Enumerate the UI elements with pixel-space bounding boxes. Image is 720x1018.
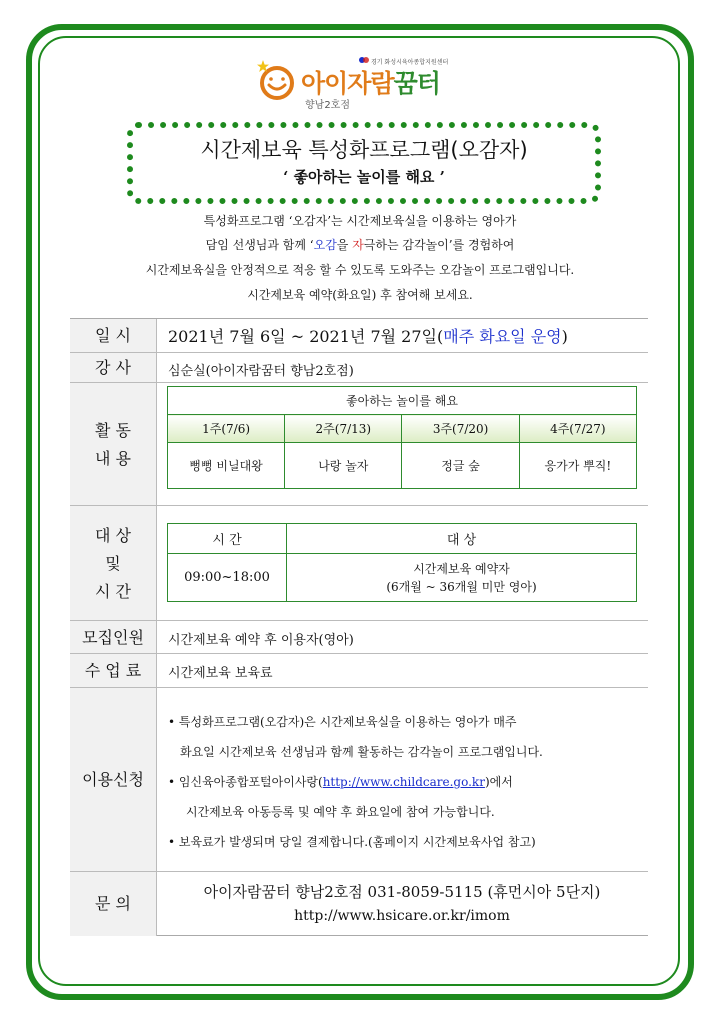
time-value: 09:00~18:00 <box>168 554 287 602</box>
center-logo-icon <box>359 56 369 64</box>
activity-row <box>70 382 648 506</box>
activity-title: 좋아하는 놀이를 해요 <box>168 387 637 415</box>
activity-label-line2: 내 용 <box>95 448 131 468</box>
intro-text: 극하는 감각놀이’를 경험하여 <box>363 238 515 252</box>
center-name: 경기 화성시육아종합지원센터 <box>371 59 449 66</box>
intro-line-4: 시간제보육 예약(화요일) 후 참여해 보세요. <box>247 288 473 302</box>
target-value-line1: 시간제보육 예약자 <box>413 561 510 576</box>
fee-label: 수 업 료 <box>70 654 157 688</box>
apply-label: 이용신청 <box>70 688 157 872</box>
activity-name: 뻥뻥 비닐대왕 <box>168 443 285 489</box>
apply-bullet-1: • 특성화프로그램(오감자)은 시간제보육실을 이용하는 영아가 매주 <box>168 715 517 729</box>
week-label: 3주(7/20) <box>402 415 519 443</box>
recruit-row <box>70 620 648 654</box>
contact-url[interactable]: http://www.hsicare.or.kr/imom <box>294 908 510 924</box>
week-label: 4주(7/27) <box>519 415 636 443</box>
intro-line-1: 특성화프로그램 ‘오감자’는 시간제보육실을 이용하는 영아가 <box>203 214 517 228</box>
apply-bullet-2-cont: 시간제보육 아동등록 및 예약 후 화요일에 참여 가능합니다. <box>186 805 495 819</box>
intro-highlight: 오감 <box>313 238 337 252</box>
schedule-close: ) <box>561 327 568 346</box>
schedule-label: 일 시 <box>70 319 157 352</box>
apply-row <box>70 687 648 872</box>
recruit-value: 시간제보육 예약 후 이용자(영아) <box>168 633 354 648</box>
schedule-dates: 2021년 7월 6일 ~ 2021년 7월 27일( <box>168 327 444 346</box>
schedule-note: 매주 화요일 운영 <box>443 327 562 346</box>
activity-name: 응가가 뿌직! <box>519 443 636 489</box>
brand-name-part1: 아이자람 <box>301 69 394 98</box>
target-label-line3: 시 간 <box>95 581 131 601</box>
fee-row <box>70 653 648 688</box>
week-label: 1주(7/6) <box>168 415 285 443</box>
activity-label-line1: 활 동 <box>95 420 131 440</box>
intro-line-3: 시간제보육실을 안정적으로 적응 할 수 있도록 도와주는 오감놀이 프로그램입니다. <box>145 263 575 277</box>
instructor-value: 심순실(아이자람꿈터 향남2호점) <box>168 364 354 379</box>
instructor-label: 강 사 <box>70 353 157 383</box>
target-value-line2: (6개월 ~ 36개월 미만 영아) <box>386 579 537 594</box>
fee-value: 시간제보육 보육료 <box>168 666 273 681</box>
apply-bullet-2-text: )에서 <box>484 775 513 789</box>
time-header: 시 간 <box>168 524 287 554</box>
info-table <box>70 318 648 936</box>
contact-phone: 아이자람꿈터 향남2호점 031-8059-5115 (휴먼시아 5단지) <box>203 883 601 901</box>
brand-name-part2: 꿈터 <box>393 69 440 98</box>
activity-table <box>167 386 637 489</box>
target-label-line2: 및 <box>105 553 121 573</box>
contact-label: 문 의 <box>70 872 157 936</box>
page-title: 시간제보육 특성화프로그램(오감자) <box>200 138 528 162</box>
brand-name <box>301 64 440 100</box>
logo <box>255 52 490 116</box>
intro-text: 담임 선생님과 함께 ‘ <box>205 238 314 252</box>
intro-text: 을 <box>336 238 353 252</box>
instructor-row <box>70 352 648 383</box>
activity-name: 나랑 놀자 <box>285 443 402 489</box>
schedule-row <box>70 319 648 352</box>
week-label: 2주(7/13) <box>285 415 402 443</box>
apply-bullet-2 <box>168 773 513 790</box>
apply-bullet-3: • 보육료가 발생되며 당일 결제합니다.(홈페이지 시간제보육사업 참고) <box>168 835 536 849</box>
target-label <box>70 506 157 621</box>
contact-row <box>70 871 648 936</box>
intro-highlight: 자 <box>352 238 364 252</box>
target-table <box>167 523 637 602</box>
target-row <box>70 505 648 621</box>
childcare-link[interactable]: http://www.childcare.go.kr <box>322 775 485 789</box>
smiley-sun-icon <box>255 58 299 102</box>
activity-label <box>70 383 157 506</box>
recruit-label: 모집인원 <box>70 621 157 654</box>
target-header: 대 상 <box>287 524 637 554</box>
title-box <box>127 122 601 204</box>
intro-line-2 <box>60 236 660 253</box>
schedule-value <box>168 324 568 347</box>
target-value <box>287 554 637 602</box>
activity-name: 정글 숲 <box>402 443 519 489</box>
page-subtitle: ‘ 좋아하는 놀이를 해요 ’ <box>283 168 445 186</box>
branch-name: 향남2호점 <box>305 100 351 111</box>
apply-bullet-1-cont: 화요일 시간제보육 선생님과 함께 활동하는 감각놀이 프로그램입니다. <box>180 745 543 759</box>
apply-bullet-2-text: • 임신육아종합포털아이사랑( <box>168 775 323 789</box>
target-label-line1: 대 상 <box>95 525 131 545</box>
